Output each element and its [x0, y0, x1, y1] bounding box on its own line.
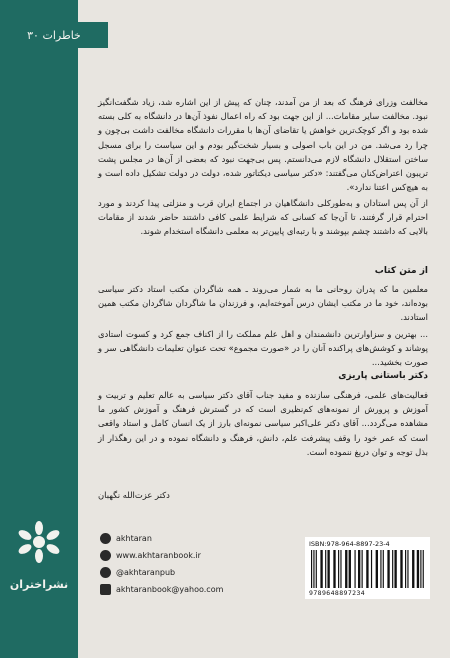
mail-icon	[100, 584, 111, 595]
quote-paragraph-1: معلمین ما که پدران روحانی ما به شمار می‌روند ـ همه شاگردان مکتب استاد دکتر سیاسی بوده‌اند، خود ما در مکتب ایشان درس آموخته‌ایم، و فرزندان ما شاگردان شاگردان مکتب همین استادند.	[98, 284, 428, 323]
contact-telegram[interactable]	[100, 530, 250, 547]
barcode-bar	[313, 550, 314, 588]
barcode-bar	[362, 550, 363, 588]
barcode-bar	[349, 550, 351, 588]
barcode-bar	[333, 550, 335, 588]
green-spine-strip	[0, 0, 78, 658]
barcode-bar	[383, 550, 384, 588]
instagram-icon	[100, 567, 111, 578]
barcode-bars	[311, 550, 425, 588]
barcode-bar	[327, 550, 329, 588]
barcode-bar	[394, 550, 396, 588]
barcode-bar	[316, 550, 317, 588]
series-banner: خاطرات ۳۰	[0, 22, 108, 48]
publisher-logo-icon	[13, 520, 65, 564]
contact-text: akhtaran	[116, 534, 152, 543]
barcode-bar	[338, 550, 339, 588]
barcode-bar	[405, 550, 406, 588]
barcode-bar	[311, 550, 312, 588]
barcode-bar	[366, 550, 368, 588]
contact-list	[100, 530, 250, 598]
barcode-bar	[345, 550, 347, 588]
barcode-bar	[423, 550, 424, 588]
barcode-bar	[392, 550, 393, 588]
quote-author-2: دکتر عزت‌الله نگهبان	[98, 490, 170, 500]
barcode-bar	[420, 550, 421, 588]
barcode-bar	[412, 550, 414, 588]
barcode-bar	[371, 550, 372, 588]
barcode-bar	[400, 550, 402, 588]
quote-paragraph-3: فعالیت‌های علمی، فرهنگی سازنده و مفید جناب آقای دکتر سیاسی به عالم تعلیم و تربیت و آموزش و پرورش از نمونه‌های کم‌نظیری است که در گسترش فرهنگ و آموزش کشور ما مشاهده می‌گردد... آقای دکتر علی‌اکبر سیاسی نمونه‌ای بارز از یک انسان کامل و استاد واقعی است که عمر خود را وقف پیشرفت علم، دانش، فرهنگ و دانشگاه نموده و در این رهگذار از بذل توجه و توان دریغ ننموده است.	[98, 390, 428, 457]
contact-email[interactable]	[100, 581, 250, 598]
excerpt-paragraph-2: از آن پس استادان و به‌طورکلی دانشگاهیان در اجتماع ایران قرب و منزلتی پیدا کردند و مورد احترام قرار گرفتند، تا آن‌جا که کسانی که شرایط علمی کافی داشتند حاضر شدند از مقامات بالایی که داشتند چشم بپوشند و با رتبه‌ای پایین‌تر به معلمی دانشگاه استخدام شوند.	[98, 198, 428, 237]
barcode-bar	[380, 550, 381, 588]
excerpt-paragraph-1: مخالفت وزرای فرهنگ که بعد از من آمدند، چنان که پیش از این اشاره شد، زیاد شگفت‌انگیز نبود. مخالفت سایر مقامات... از این جهت بود که راه اعمال نفوذ آن‌ها در دانشگاه به کلی بسته شده بود و اگر کوچک‌ترین خواهش یا تقاضای آن‌ها با مقررات دانشگاه مخالفت داشت بی‌چون و چرا رد می‌شد. من در این باب اصولی و بسیار شخت‌گیر بودم و این سیاست را برای مسجل ساختن استقلال دانشگاه لازم می‌دانستم. پس بی‌جهت نبود که بعضی از آن‌ها در مجلس پشت تریبون اعتراض‌کنان می‌گفتند: «دکتر سیاسی دیکتاتور شده، دولت در دولت تشکیل داده است و به هیچ‌کس اعتنا ندارد».	[98, 97, 428, 193]
publisher-name: نشراختران	[9, 578, 69, 591]
contact-text: www.akhtaranbook.ir	[116, 551, 201, 560]
globe-icon	[100, 550, 111, 561]
contact-text: @akhtaranpub	[116, 568, 176, 577]
barcode-bar	[340, 550, 341, 588]
barcode-bar	[417, 550, 419, 588]
quote-paragraph-2: ... بهترین و سزاوارترین دانشمندان و اهل علم مملکت را از اکناف جمع کرد و کسوت استادی پوشاند و کوشش‌های پراکنده آنان را در «صورت مجموع» تحت عنوان تعلیمات دانشگاهی سر و صورت بخشید...	[98, 329, 428, 368]
barcode-bar	[358, 550, 360, 588]
quote-author-1: دکتر باستانی پاریزی	[338, 371, 428, 381]
telegram-icon	[100, 533, 111, 544]
barcode-bar	[376, 550, 378, 588]
contact-text: akhtaranbook@yahoo.com	[116, 585, 224, 594]
isbn-label: ISBN:978-964-8897-23-4	[309, 540, 390, 548]
barcode-bar	[407, 550, 408, 588]
barcode-bar	[320, 550, 322, 588]
barcode-bar	[354, 550, 355, 588]
barcode-digits: 9789648897234	[309, 589, 366, 597]
contact-website[interactable]	[100, 547, 250, 564]
source-heading: از متن کتاب	[374, 266, 428, 276]
barcode-block	[305, 537, 430, 599]
contact-instagram[interactable]	[100, 564, 250, 581]
barcode-bar	[387, 550, 389, 588]
barcode-bar	[325, 550, 326, 588]
